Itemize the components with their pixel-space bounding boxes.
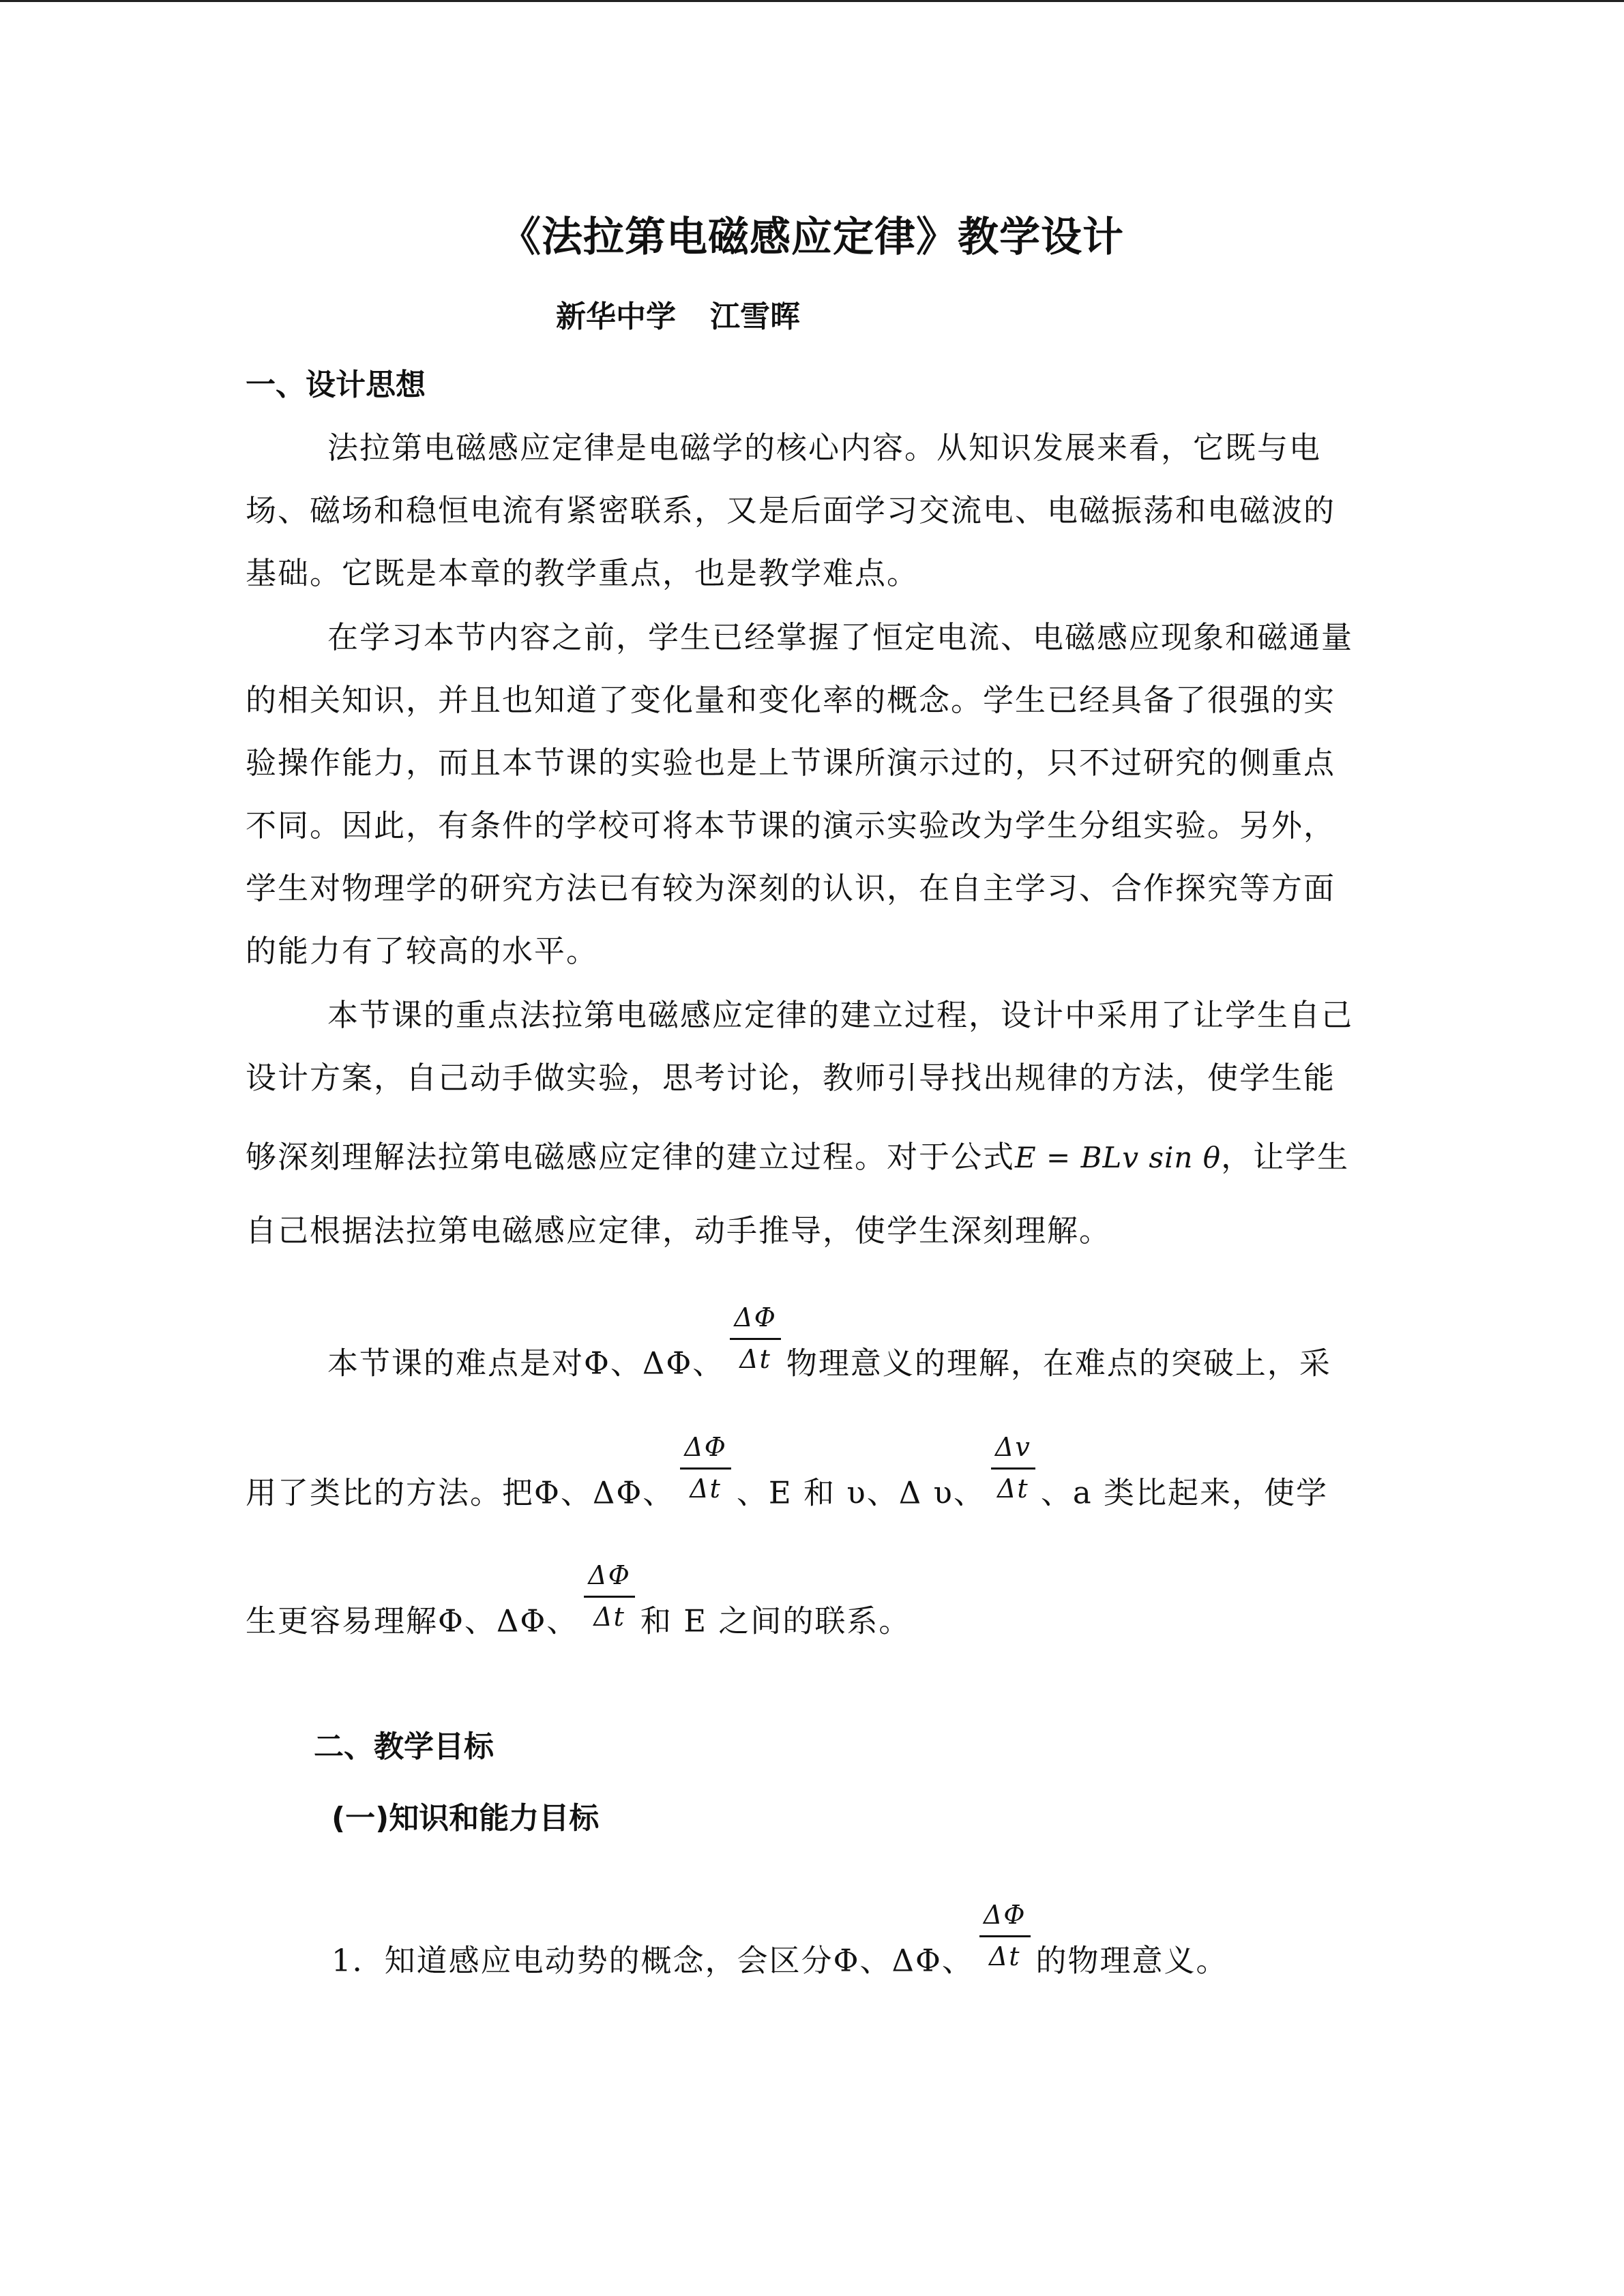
section-heading-1: 一、设计思想 [246, 368, 426, 402]
paragraph-line: 在学习本节内容之前，学生已经掌握了恒定电流、电磁感应现象和磁通量 [327, 619, 1354, 655]
paragraph-line: 本节课的难点是对Φ、ΔΦ、 $\frac{\Delta\Phi}{\Delta t}$ 物理意义的理解，在难点的突破上，采 [327, 1302, 1331, 1382]
paragraph-line: 自己根据法拉第电磁感应定律，动手推导，使学生深刻理解。 [246, 1212, 1112, 1249]
author-line [556, 292, 834, 336]
paragraph-line: 法拉第电磁感应定律是电磁学的核心内容。从知识发展来看，它既与电 [327, 430, 1322, 466]
document-title: 《法拉第电磁感应定律》教学设计 [500, 213, 1124, 261]
paragraph-line: 学生对物理学的研究方法已有较为深刻的认识，在自主学习、合作探究等方面 [246, 870, 1336, 906]
formula-emf: E = BLv sin θ [1015, 1141, 1222, 1174]
paragraph-line: 不同。因此，有条件的学校可将本节课的演示实验改为学生分组实验。另外， [246, 807, 1336, 844]
author-school: 新华中学 [556, 299, 676, 334]
paragraph-line: 本节课的重点法拉第电磁感应定律的建立过程，设计中采用了让学生自己 [327, 997, 1354, 1033]
paragraph-line: 生更容易理解Φ、ΔΦ、 $\frac{\Delta\Phi}{\Delta t}$ 和 E 之间的联系。 [246, 1560, 911, 1639]
fraction-dphi-dt: $\frac{\Delta\Phi}{\Delta t}$ [584, 1560, 635, 1632]
paragraph-line: 的能力有了较高的水平。 [246, 933, 599, 969]
paragraph-line: 基础。它既是本章的教学重点，也是教学难点。 [246, 555, 919, 591]
paragraph-line: 验操作能力，而且本节课的实验也是上节课所演示过的，只不过研究的侧重点 [246, 745, 1336, 781]
fraction-dphi-dt: $\frac{\Delta\Phi}{\Delta t}$ [979, 1900, 1031, 1972]
subsection-heading: (一)知识和能力目标 [331, 1801, 600, 1836]
section-heading-2: 二、教学目标 [314, 1729, 494, 1764]
objective-item: 1．知道感应电动势的概念，会区分Φ、ΔΦ、 $\frac{\Delta\Phi}{\Delta t}$ 的物理意义。 [331, 1900, 1228, 1979]
paragraph-line: 用了类比的方法。把Φ、ΔΦ、 $\frac{\Delta\Phi}{\Delta t}$ 、E 和 υ、Δ υ、 $\frac{\Delta v}{\Delta t}$ 、a 类比起来，使学 [246, 1432, 1328, 1511]
paragraph-line: 的相关知识，并且也知道了变化量和变化率的概念。学生已经具备了很强的实 [246, 682, 1336, 718]
author-name: 江雪晖 [710, 299, 800, 334]
page-top-border [0, 0, 1624, 2]
fraction-dphi-dt: $\frac{\Delta\Phi}{\Delta t}$ [680, 1432, 731, 1504]
fraction-dphi-dt: $\frac{\Delta\Phi}{\Delta t}$ [730, 1302, 781, 1375]
paragraph-line: 场、磁场和稳恒电流有紧密联系，又是后面学习交流电、电磁振荡和电磁波的 [246, 492, 1336, 528]
fraction-dv-dt: $\frac{\Delta v}{\Delta t}$ [991, 1432, 1035, 1504]
paragraph-line: 够深刻理解法拉第电磁感应定律的建立过程。对于公式E = BLv sin θ，让学生 [246, 1139, 1350, 1175]
paragraph-line: 设计方案，自己动手做实验，思考讨论，教师引导找出规律的方法，使学生能 [246, 1060, 1336, 1096]
